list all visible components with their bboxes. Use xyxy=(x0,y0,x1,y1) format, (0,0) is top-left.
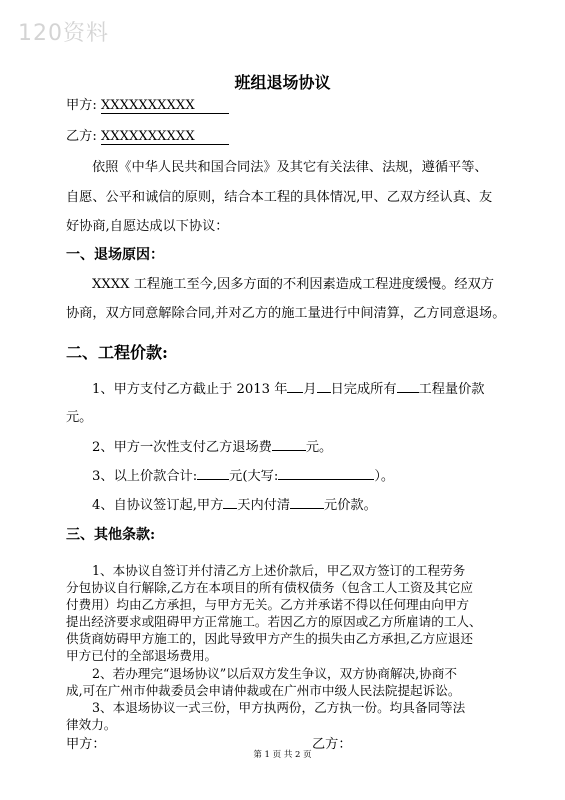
price-item-4-text-c: 元价款。 xyxy=(324,498,377,513)
total-words-blank[interactable] xyxy=(278,467,374,480)
price-item-1-text-d: 工程量价款 xyxy=(418,382,485,397)
clause-1-line-3: 付费用）均由乙方承担，与甲方无关。乙方并承诺不得以任何理由向甲方 xyxy=(66,597,469,612)
page-footer: 第 1 页 共 2 页 xyxy=(253,750,312,760)
clause-1-line-6: 甲方已付的全部退场费用。 xyxy=(66,648,218,663)
price-item-4-text-a: 4、自协议签订起,甲方 xyxy=(92,498,224,513)
price-item-3-text-a: 3、以上价款合计: xyxy=(92,469,198,484)
clause-1-line-4: 提出经济要求或阻碍甲方正常施工。若因乙方的原因或乙方所雇请的工人、 xyxy=(66,614,482,629)
party-a-line xyxy=(66,94,229,114)
exit-fee-blank[interactable] xyxy=(272,438,306,451)
watermark: 120资料 xyxy=(18,21,109,46)
party-a-label: 甲方: xyxy=(66,98,97,113)
price-item-4-text-b: 天内付清 xyxy=(237,498,291,513)
price-item-2 xyxy=(92,436,332,455)
section-1-line-1: XXXX 工程施工至今,因多方面的不利因素造成工程进度缓慢。经双方 xyxy=(92,277,494,292)
price-item-1-text-b: 月 xyxy=(303,382,317,397)
signature-party-b: 乙方： xyxy=(312,737,352,752)
clause-2-line-2: 成,可在广州市仲裁委员会申请仲裁或在广州市中级人民法院提起诉讼。 xyxy=(66,683,461,698)
payment-blank[interactable] xyxy=(290,496,324,509)
price-item-1 xyxy=(92,378,484,397)
signature-party-a: 甲方： xyxy=(66,737,106,752)
price-item-3 xyxy=(92,465,394,484)
price-item-2-text-b: 元。 xyxy=(305,440,333,455)
intro-line-1: 依照《中华人民共和国合同法》及其它有关法律、法规，遵循平等、 xyxy=(92,160,488,175)
section-1-line-2: 协商，双方同意解除合同,并对乙方的施工量进行中间清算，乙方同意退场。 xyxy=(66,306,506,321)
party-b-label: 乙方: xyxy=(66,129,97,144)
party-a-value: XXXXXXXXXX xyxy=(101,99,229,114)
clause-2-line-1: 2、若办理完“退场协议”以后双方发生争议，双方协商解决,协商不 xyxy=(92,666,457,681)
intro-line-3: 好协商,自愿达成以下协议： xyxy=(66,219,229,234)
section-3-heading: 三、其他条款: xyxy=(66,527,156,543)
price-item-3-text-b: 元(大写: xyxy=(229,469,279,484)
month-blank[interactable] xyxy=(287,380,303,393)
clause-1-line-1: 1、本协议自签订并付清乙方上述价款后，甲乙双方签订的工程劳务 xyxy=(92,563,466,578)
intro-line-2: 自愿、公平和诚信的原则，结合本工程的具体情况,甲、乙双方经认真、友 xyxy=(66,190,493,205)
days-blank[interactable] xyxy=(223,496,237,509)
clause-1-line-5: 供货商妨碍甲方施工的，因此导致甲方产生的损失由乙方承担,乙方应退还 xyxy=(66,631,474,646)
price-item-1-text-a: 1、甲方支付乙方截止于 2013 年 xyxy=(92,382,288,397)
section-1-heading: 一、退场原因： xyxy=(66,247,164,263)
document-title: 班组退场协议 xyxy=(234,73,331,92)
price-item-1-text-c: 日完成所有 xyxy=(330,382,397,397)
section-2-heading: 二、工程价款: xyxy=(66,343,168,362)
clause-3-line-1: 3、本退场协议一式三份，甲方执两份，乙方执一份。均具备同等法 xyxy=(92,700,466,715)
party-b-line xyxy=(66,125,229,145)
price-item-2-text-a: 2、甲方一次性支付乙方退场费 xyxy=(92,440,272,455)
clause-1-line-2: 分包协议自行解除,乙方在本项目的所有债权债务（包含工人工资及其它应 xyxy=(66,580,474,595)
work-blank[interactable] xyxy=(397,380,419,393)
clause-3-line-2: 律效力。 xyxy=(66,717,117,732)
party-b-value: XXXXXXXXXX xyxy=(101,130,229,145)
day-blank[interactable] xyxy=(317,380,331,393)
price-item-4 xyxy=(92,494,377,513)
price-item-3-text-c: ）。 xyxy=(374,469,395,484)
price-item-1-cont: 元。 xyxy=(66,410,93,425)
total-blank[interactable] xyxy=(197,467,229,480)
